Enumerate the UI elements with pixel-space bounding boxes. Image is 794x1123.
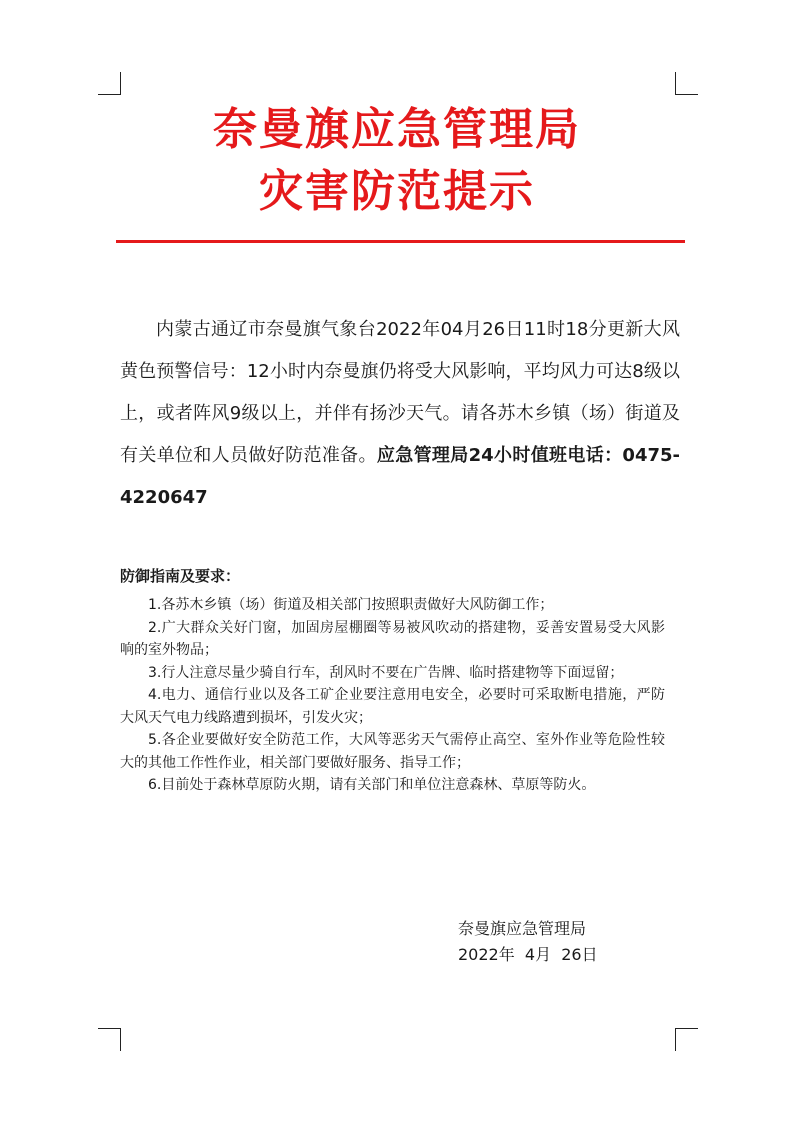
guide-item: 5.各企业要做好安全防范工作，大风等恶劣天气需停止高空、室外作业等危险性较大的其他工作性作业，相关部门要做好服务、指导工作； bbox=[120, 732, 665, 771]
duty-hotline: 应急管理局24小时值班电话：0475-4220647 bbox=[120, 445, 681, 508]
document-title-subject: 灾害防范提示 bbox=[259, 166, 535, 217]
document-title-agency: 奈曼旗应急管理局 bbox=[213, 104, 581, 155]
crop-mark-bottom-right bbox=[675, 1028, 698, 1051]
signature-block bbox=[458, 916, 598, 968]
guide-item: 3.行人注意尽量少骑自行车，刮风时不要在广告牌、临时搭建物等下面逗留； bbox=[148, 664, 624, 681]
title-divider bbox=[116, 240, 685, 243]
guide-item: 4.电力、通信行业以及各工矿企业要注意用电安全，必要时可采取断电措施，严防大风天气电力线路遭到损坏，引发火灾； bbox=[120, 687, 665, 726]
guide-item: 1.各苏木乡镇（场）街道及相关部门按照职责做好大风防御工作； bbox=[148, 597, 554, 613]
crop-mark-bottom-left bbox=[98, 1028, 121, 1051]
warning-announcement bbox=[120, 309, 680, 519]
crop-mark-top-right bbox=[675, 72, 698, 95]
signature-date: 2022年 4月 26日 bbox=[458, 945, 598, 964]
crop-mark-top-left bbox=[98, 72, 121, 95]
guide-item: 2.广大群众关好门窗，加固房屋棚圈等易被风吹动的搭建物，妥善安置易受大风影响的室外物品； bbox=[120, 619, 665, 658]
guide-item: 6.目前处于森林草原防火期，请有关部门和单位注意森林、草原等防火。 bbox=[148, 777, 596, 793]
signature-org: 奈曼旗应急管理局 bbox=[458, 919, 587, 938]
announcement-body: 内蒙古通辽市奈曼旗气象台2022年04月26日11时18分更新大风黄色预警信号：12小时内奈曼旗仍将受大风影响，平均风力可达8级以上，或者阵风9级以上，并伴有扬沙天气。请各苏木乡镇（场）街道及有关单位和人员做好防范准备。 bbox=[120, 319, 680, 466]
guide-heading: 防御指南及要求： bbox=[120, 567, 241, 585]
guide-list bbox=[120, 594, 665, 797]
